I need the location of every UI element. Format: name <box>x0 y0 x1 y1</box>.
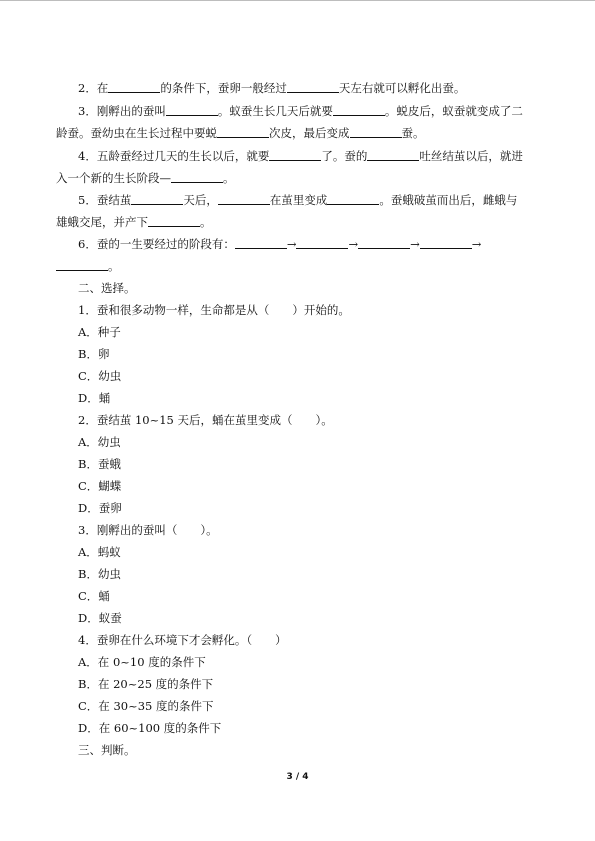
page-number: 3 / 4 <box>286 772 309 782</box>
section-heading-choice: 二、选择。 <box>78 281 136 295</box>
fill-question-2 <box>78 80 465 96</box>
text: 了。蚕的 <box>321 149 368 163</box>
text: 。蚁蚕生长几天后就要 <box>217 104 333 118</box>
text: 雄蛾交尾，并产下 <box>56 215 148 229</box>
answer-blank[interactable] <box>108 80 160 93</box>
answer-blank[interactable] <box>296 236 348 249</box>
text: 蚕。 <box>401 126 425 140</box>
option-d[interactable]: D．在 60~100 度的条件下 <box>78 721 222 735</box>
fill-question-5 <box>78 192 517 208</box>
choice-question-4: 4．蚕卵在什么环境下才会孵化。（ ） <box>78 633 287 647</box>
option-a[interactable]: A．种子 <box>78 325 121 339</box>
answer-blank[interactable] <box>367 148 419 161</box>
text: 3．刚孵出的蚕叫 <box>78 104 166 118</box>
answer-blank[interactable] <box>350 125 402 138</box>
choice-question-1: 1．蚕和很多动物一样，生命都是从（ ）开始的。 <box>78 303 350 317</box>
fill-question-4-cont <box>56 170 235 186</box>
section-heading-judgement: 三、判断。 <box>78 743 136 757</box>
answer-blank[interactable] <box>131 192 183 205</box>
fill-question-5-cont <box>56 214 212 230</box>
option-b[interactable]: B．卵 <box>78 347 110 361</box>
option-d[interactable]: D．蚕卵 <box>78 501 122 515</box>
arrow-icon: → <box>348 237 359 251</box>
text: 。 <box>108 259 120 273</box>
text: 。蜕皮后，蚁蚕就变成了二 <box>384 104 523 118</box>
answer-blank[interactable] <box>166 103 218 116</box>
answer-blank[interactable] <box>235 236 287 249</box>
option-c[interactable]: C．幼虫 <box>78 369 122 383</box>
text: 天左右就可以孵化出蚕。 <box>338 81 466 95</box>
text: 龄蚕。蚕幼虫在生长过程中要蜕 <box>56 126 217 140</box>
answer-blank[interactable] <box>218 192 270 205</box>
answer-blank[interactable] <box>327 192 379 205</box>
answer-blank[interactable] <box>420 236 472 249</box>
text: 2．在 <box>78 81 109 95</box>
text: 在茧里变成 <box>269 193 328 207</box>
fill-question-3 <box>78 103 523 119</box>
fill-question-6-cont <box>56 258 120 274</box>
text: 入一个新的生长阶段— <box>56 171 171 185</box>
text: 。 <box>223 171 235 185</box>
answer-blank[interactable] <box>148 214 200 227</box>
fill-question-6 <box>78 236 481 252</box>
answer-blank[interactable] <box>358 236 410 249</box>
choice-question-3: 3．刚孵出的蚕叫（ ）。 <box>78 523 218 537</box>
answer-blank[interactable] <box>287 80 339 93</box>
fill-question-4 <box>78 148 523 164</box>
answer-blank[interactable] <box>269 148 321 161</box>
text: 的条件下，蚕卵一般经过 <box>160 81 287 95</box>
option-b[interactable]: B．幼虫 <box>78 567 121 581</box>
text: 次皮，最后变成 <box>269 126 350 140</box>
answer-blank[interactable] <box>333 103 385 116</box>
arrow-icon: → <box>471 237 482 251</box>
arrow-icon: → <box>410 237 420 251</box>
answer-blank[interactable] <box>217 125 269 138</box>
choice-question-2: 2．蚕结茧 10~15 天后，蛹在茧里变成（ ）。 <box>78 413 333 427</box>
option-a[interactable]: A．蚂蚁 <box>78 545 121 559</box>
text: 5．蚕结茧 <box>78 193 132 207</box>
option-d[interactable]: D．蚁蚕 <box>78 611 122 625</box>
option-c[interactable]: C．蛹 <box>78 589 110 603</box>
fill-question-3-cont <box>56 125 425 141</box>
answer-blank[interactable] <box>171 170 223 183</box>
text: 6．蚕的一生要经过的阶段有： <box>78 237 235 251</box>
answer-blank[interactable] <box>56 258 108 271</box>
page-top-border <box>0 0 595 1</box>
option-d[interactable]: D．蛹 <box>78 391 111 405</box>
option-a[interactable]: A．在 0~10 度的条件下 <box>78 655 206 669</box>
text: 天后， <box>183 193 218 207</box>
text: 吐丝结茧以后，就进 <box>419 149 523 163</box>
text: 4．五龄蚕经过几天的生长以后，就要 <box>78 149 270 163</box>
text: 。 <box>200 215 212 229</box>
option-c[interactable]: C．在 30~35 度的条件下 <box>78 699 214 713</box>
option-c[interactable]: C．蝴蝶 <box>78 479 122 493</box>
option-b[interactable]: B．蚕蛾 <box>78 457 121 471</box>
option-b[interactable]: B．在 20~25 度的条件下 <box>78 677 214 691</box>
text: 。蚕蛾破茧而出后，雌蛾与 <box>379 193 518 207</box>
arrow-icon: → <box>286 237 297 251</box>
option-a[interactable]: A．幼虫 <box>78 435 121 449</box>
